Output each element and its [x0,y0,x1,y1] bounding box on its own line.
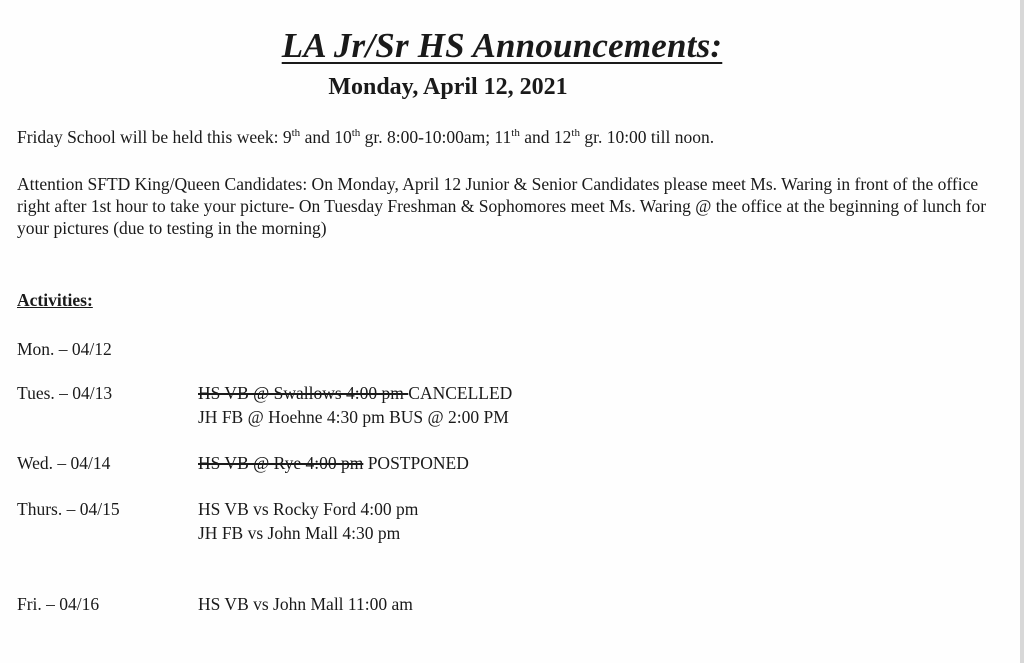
friday-school-text: gr. 10:00 till noon. [579,127,715,147]
friday-school-text: gr. 8:00-10:00am; 11 [360,127,512,147]
activity-event: HS VB vs John Mall 11:00 am [198,594,413,614]
activity-day: Thurs. – 04/15 [17,499,120,519]
ordinal-suffix: th [511,127,520,139]
friday-school-text: Friday School will be held this week: 9 [17,127,292,147]
friday-school-paragraph [17,126,992,148]
activity-day: Mon. – 04/12 [17,339,112,359]
activity-event: HS VB vs Rocky Ford 4:00 pm [198,499,419,519]
friday-school-text: and 10 [300,127,352,147]
page-title: LA Jr/Sr HS Announcements: [281,26,723,65]
ordinal-suffix: th [571,127,580,139]
activity-day: Tues. – 04/13 [17,383,113,403]
activity-day: Wed. – 04/14 [17,453,111,473]
activities-heading: Activities: [17,290,93,310]
friday-school-text: and 12 [519,127,572,147]
cancelled-event-text: HS VB @ Swallows 4:00 pm [198,383,409,403]
activity-day: Fri. – 04/16 [17,594,100,614]
postponed-event-text: HS VB @ Rye 4:00 pm [198,453,364,473]
activity-event [198,451,469,475]
attention-paragraph: Attention SFTD King/Queen Candidates: On Monday, April 12 Junior & Senior Candidates please meet Ms. Waring in front of the office right after 1st hour to take your picture- On Tuesday Freshman & Sophomores meet Ms. Waring @ the office at the beginning of lunch for your pictures (due to testing in the morning) [17,174,987,238]
ordinal-suffix: th [291,127,301,139]
activity-event: JH FB @ Hoehne 4:30 pm BUS @ 2:00 PM [198,407,509,427]
ordinal-suffix: th [351,127,361,139]
activity-event: JH FB vs John Mall 4:30 pm [198,523,401,543]
activity-event [198,381,512,405]
event-status: POSTPONED [363,453,469,473]
event-status: CANCELLED [408,383,513,403]
announcement-date: Monday, April 12, 2021 [328,74,568,100]
